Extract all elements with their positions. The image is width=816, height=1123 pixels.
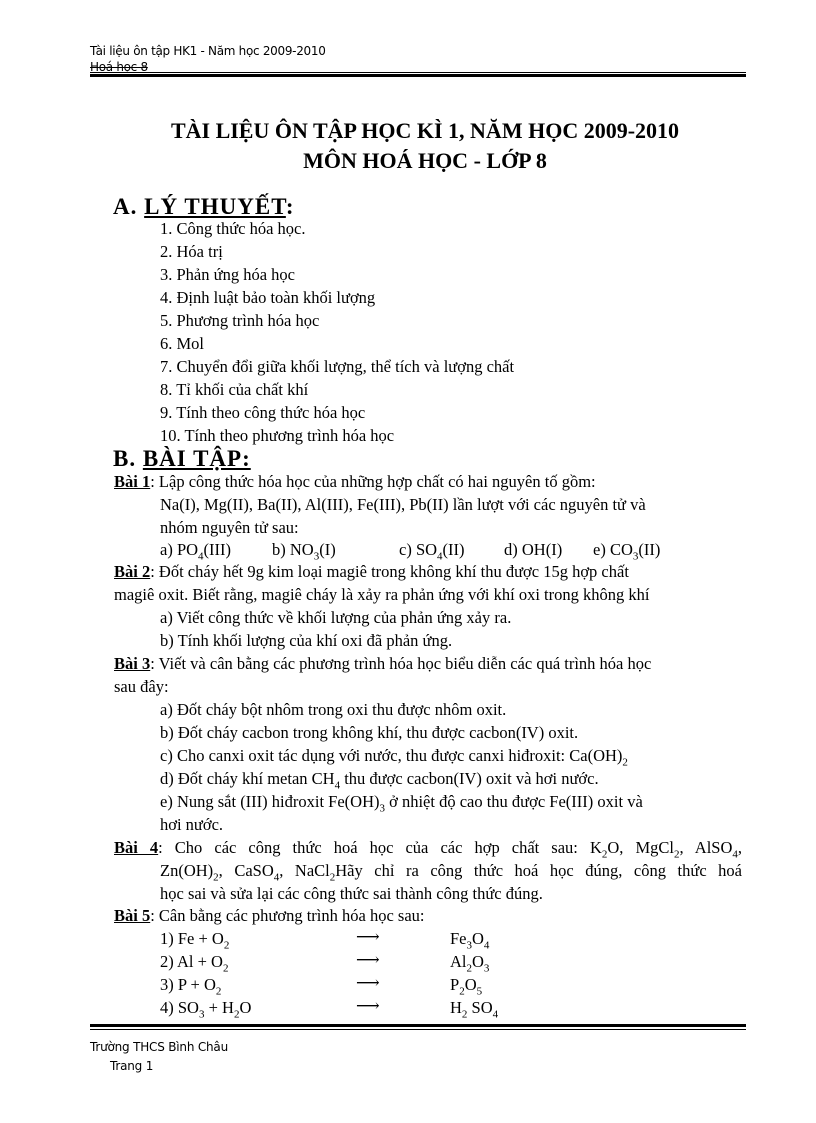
theory-item: 3. Phản ứng hóa học [160,265,295,284]
section-b-heading: B. BÀI TẬP: [113,446,251,471]
theory-item: 2. Hóa trị [160,242,223,261]
bai3-item-c: c) Cho canxi oxit tác dụng với nước, thu được canxi hiđroxit: $Ca(OH)_2$ [160,746,628,769]
bai5-eq3-left: 3) $P + O_2$ [160,975,222,998]
reaction-arrow-icon: ⟶ [356,950,380,969]
bai2-item-a: a) Viết công thức về khối lượng của phản ứng xảy ra. [160,608,512,627]
bai3-item-e-cont: hơi nước. [160,815,224,834]
theory-item: 10. Tính theo phương trình hóa học [160,426,395,445]
footer-rule-thick [90,1024,746,1027]
footer-page-number: Trang 1 [110,1059,154,1073]
bai3-item-d: d) Đốt cháy khí metan $CH_4$ thu được cacbon(IV) oxit và hơi nước. [160,769,599,792]
bai3-item-b: b) Đốt cháy cacbon trong không khí, thu được cacbon(IV) oxit. [160,723,579,742]
section-a-heading: A. LÝ THUYẾT: [113,194,295,219]
bai5-eq4-right: $H_2$ $SO_4$ [450,998,499,1021]
bai2-line1: Bài 2: Đốt cháy hết 9g kim loại magiê trong không khí thu được 15g hợp chất [114,562,629,581]
bai4-line2: $Zn(OH)_2$, CaSO$_4$, NaCl$_2$Hãy chỉ ra công thức hoá học đúng, công thức hoá [160,861,742,884]
bai3-item-e: e) Nung sắt (III) hiđroxit $Fe(OH)_3$ ở nhiệt độ cao thu được Fe(III) oxit và [160,792,643,815]
bai4-line3: học sai và sửa lại các công thức sai thành công thức đúng. [160,884,543,903]
bai5-eq1-right: $Fe_3O_4$ [450,929,490,952]
reaction-arrow-icon: ⟶ [356,927,380,946]
theory-item: 6. Mol [160,334,205,353]
bai5-eq2-left: 2) $Al + O_2$ [160,952,229,975]
bai2-line2: magiê oxit. Biết rằng, magiê cháy là xảy ra phản ứng với khí oxi trong không khí [114,585,650,604]
bai5-eq2-right: $Al_2O_3$ [450,952,490,975]
bai1-option-c: c) $SO_4(II)$ [399,540,465,563]
reaction-arrow-icon: ⟶ [356,973,380,992]
bai1-line3: nhóm nguyên tử sau: [160,518,299,537]
bai5-line1: Bài 5: Cân bằng các phương trình hóa học sau: [114,906,425,925]
bai5-eq1-left: 1) $Fe + O_2$ [160,929,230,952]
bai1-option-b: b) $NO_3(I)$ [272,540,336,563]
theory-item: 5. Phương trình hóa học [160,311,320,330]
theory-item: 9. Tính theo công thức hóa học [160,403,366,422]
theory-item: 1. Công thức hóa học. [160,219,306,238]
bai1-option-e: e) $CO_3(II)$ [593,540,661,563]
bai2-item-b: b) Tính khối lượng của khí oxi đã phản ứng. [160,631,453,650]
page-subtitle: MÔN HOÁ HỌC - LỚP 8 [303,148,547,173]
bai1-option-a: a) $PO_4(III)$ [160,540,232,563]
header-subject: Hoá học 8 [90,60,148,74]
theory-item: 4. Định luật bảo toàn khối lượng [160,288,376,307]
header-rule-thin [90,72,746,73]
bai3-item-a: a) Đốt cháy bột nhôm trong oxi thu được nhôm oxit. [160,700,507,719]
bai1-option-d: d) OH(I) [504,540,563,559]
header-rule-thick [90,74,746,77]
footer-school: Trường THCS Bình Châu [90,1040,228,1054]
theory-item: 8. Tỉ khối của chất khí [160,380,309,399]
bai3-line1: Bài 3: Viết và cân bằng các phương trình hóa học biểu diễn các quá trình hóa học [114,654,652,673]
bai3-line2: sau đây: [114,677,169,696]
bai1-line2: Na(I), Mg(II), Ba(II), Al(III), Fe(III), Pb(II) lần lượt với các nguyên tử và [160,495,646,514]
bai5-eq3-right: $P_2O_5$ [450,975,483,998]
reaction-arrow-icon: ⟶ [356,996,380,1015]
bai1-line1: Bài 1: Lập công thức hóa học của những hợp chất có hai nguyên tố gồm: [114,472,596,491]
theory-item: 7. Chuyển đổi giữa khối lượng, thể tích và lượng chất [160,357,515,376]
page-title: TÀI LIỆU ÔN TẬP HỌC KÌ 1, NĂM HỌC 2009-2010 [170,118,680,143]
bai5-eq4-left: 4) $SO_3 + H_2O$ [160,998,252,1021]
header-title: Tài liệu ôn tập HK1 - Năm học 2009-2010 [90,44,326,58]
bai4-line1: Bài 4: Cho các công thức hoá học của các hợp chất sau: $K_2O$, MgCl$_2$, AlSO$_4$, [114,838,742,861]
footer-rule-thin [90,1029,746,1030]
